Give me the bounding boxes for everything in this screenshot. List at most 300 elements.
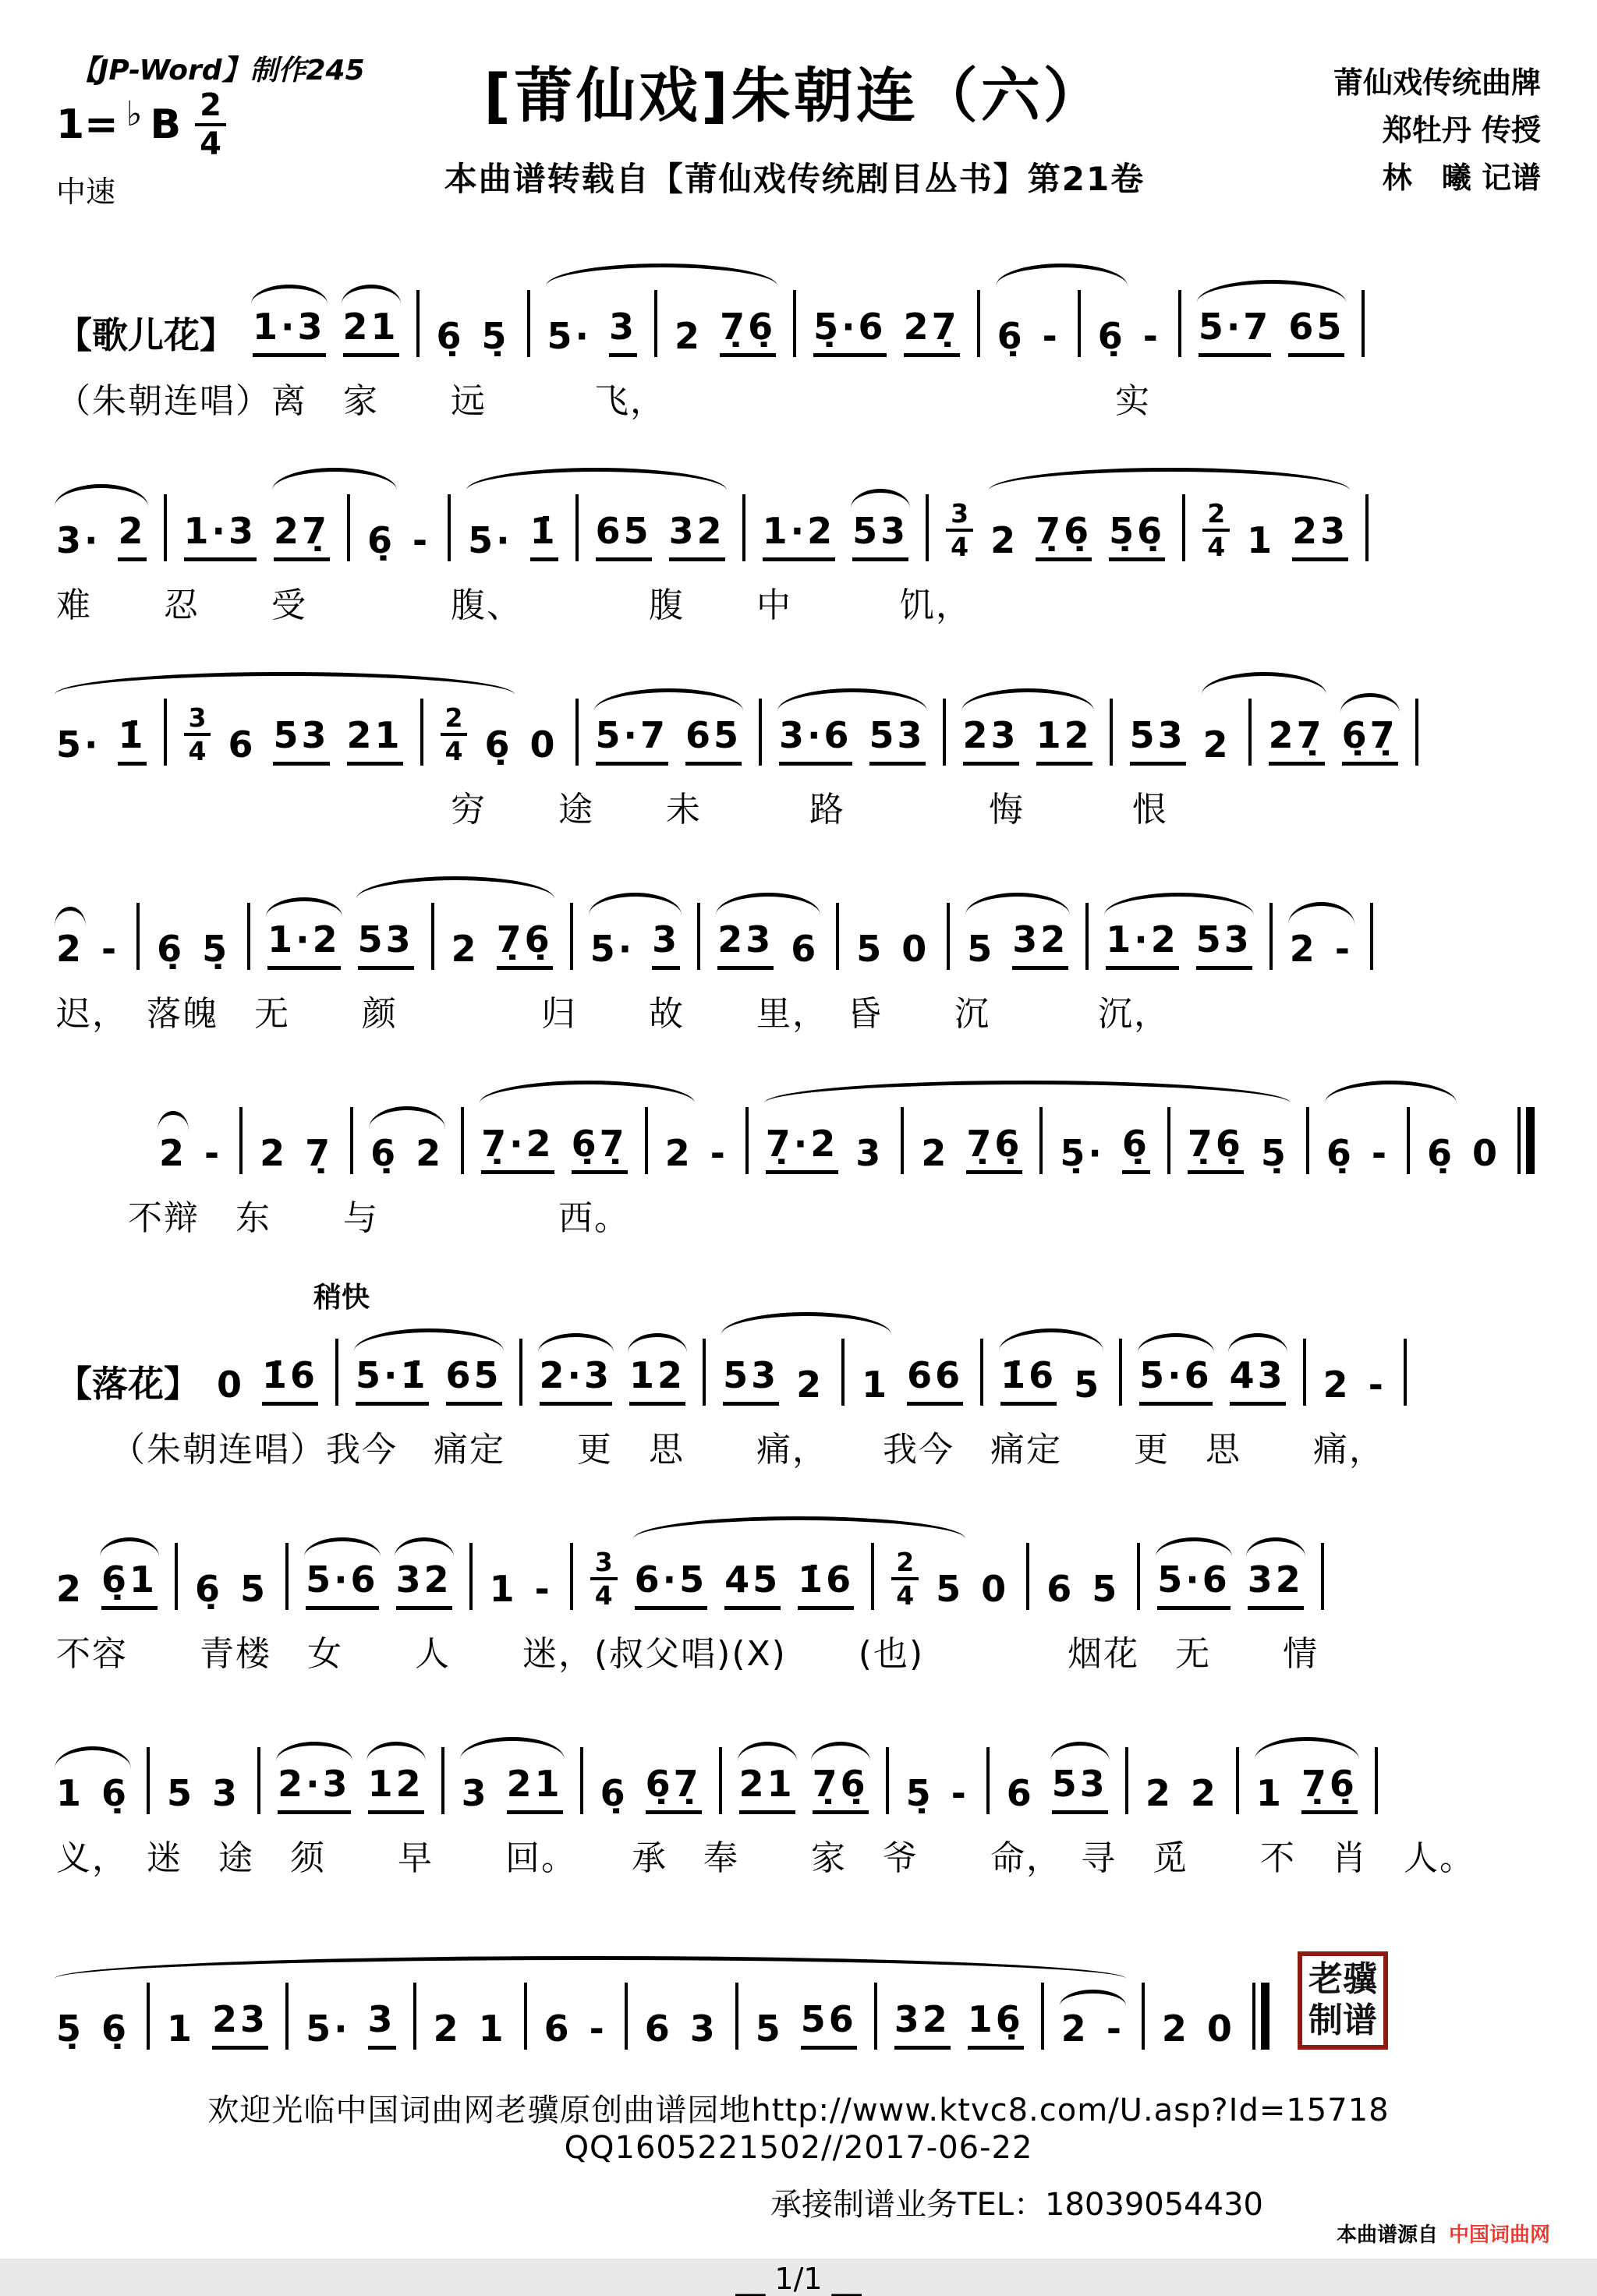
slur-group: [590, 919, 681, 970]
lyrics: 义， 迷 途 须 早 回。 承 奉 家 爷 命， 寻 觅 不 肖 人。: [56, 1838, 1475, 1878]
note: 1·2: [267, 919, 341, 970]
barline: [570, 1543, 573, 1610]
note: 3: [652, 919, 680, 970]
slur-group: [481, 1107, 693, 1174]
note: 1: [489, 1568, 518, 1611]
section-label: 【落花】: [56, 1362, 200, 1405]
note: 6̣: [484, 723, 513, 766]
note: -: [1334, 928, 1353, 971]
note: 7̣6̣: [497, 919, 553, 970]
note: -: [710, 1132, 728, 1175]
note: 53: [869, 715, 926, 766]
note: 5: [167, 1772, 196, 1815]
slur-group: [1326, 1107, 1455, 1174]
note: 6: [791, 928, 820, 971]
note: 6̣: [157, 928, 186, 971]
slur-group: [635, 1543, 965, 1610]
note: 7̣6̣: [966, 1123, 1022, 1174]
note: 2: [118, 511, 146, 561]
lyrics: 不容 青楼 女 人 迷，(叔父唱)(X) (也) 烟花 无 情: [56, 1634, 1319, 1674]
barline: [759, 699, 762, 766]
note: 53: [1196, 919, 1252, 970]
note: 5: [936, 1568, 965, 1611]
note: 32: [396, 1559, 452, 1610]
barline: [943, 699, 946, 766]
maker-credit: 【JP-Word】制作245: [70, 55, 365, 87]
barline: [1370, 903, 1373, 970]
barline: [742, 494, 745, 561]
source-note: [1337, 2219, 1550, 2248]
note: 1: [1247, 519, 1276, 562]
note: 23: [212, 1999, 268, 2050]
barline: [980, 1339, 983, 1406]
slur-group: [990, 494, 1348, 561]
slur-group: [56, 1983, 1124, 2050]
barline: [1517, 1107, 1521, 1174]
slur-group: [1000, 1355, 1102, 1406]
note: 1·2: [1106, 919, 1179, 970]
note: 6̣: [997, 315, 1025, 358]
note: 2: [1202, 723, 1231, 766]
barline: [1407, 1107, 1410, 1174]
barline: [745, 1107, 749, 1174]
note: 7̣6̣: [720, 306, 776, 357]
note: 0: [1206, 2007, 1235, 2050]
barline: [1110, 699, 1113, 766]
note: -: [951, 1772, 969, 1815]
note: 12: [629, 1355, 685, 1406]
barline: [580, 1747, 583, 1814]
note: -: [413, 519, 431, 562]
page-title: [莆仙戏]朱朝连（六）: [483, 61, 1106, 130]
note: 0: [981, 1568, 1010, 1611]
slur-group: [56, 1773, 129, 1814]
note: 23: [963, 715, 1019, 766]
note: 53: [1130, 715, 1186, 766]
slur-group: [997, 290, 1126, 357]
score-footer: [56, 2086, 1541, 2296]
note: 2: [1323, 1364, 1351, 1406]
note: 45: [724, 1559, 781, 1610]
note: 6̣: [101, 1772, 130, 1815]
note: 2·3: [540, 1355, 613, 1406]
slur-group: [1106, 919, 1252, 970]
barline: [1236, 1747, 1239, 1814]
slur-group: [766, 1107, 1289, 1174]
lyrics: 迟， 落魄 无 颜 归 故 里， 昏 沉 沉，: [56, 994, 1170, 1034]
slur-group: [963, 715, 1092, 766]
barline: [285, 1543, 289, 1610]
barline: [1306, 1107, 1309, 1174]
note: 2: [56, 1568, 85, 1611]
barline: [1526, 1107, 1535, 1174]
barline: [335, 1339, 338, 1406]
slur-group: [370, 1133, 444, 1174]
barline: [1269, 903, 1273, 970]
barline: [947, 903, 950, 970]
barline: [147, 1983, 150, 2050]
note: 2: [664, 1132, 693, 1175]
note: -: [1106, 2007, 1124, 2050]
barline: [1252, 1983, 1255, 2050]
note: 6̣: [101, 2007, 130, 2050]
barline: [1261, 1983, 1269, 2050]
slur-group: [274, 494, 395, 561]
slur-group: [56, 511, 147, 561]
note: 3·: [56, 519, 101, 562]
slur-group: [1061, 2008, 1124, 2050]
note: 2: [260, 1132, 289, 1175]
notation-row: [56, 1507, 1541, 1610]
slur-group: [358, 903, 553, 970]
barline: [164, 494, 167, 561]
score-line: [56, 1711, 1541, 1880]
barline: [1137, 1543, 1140, 1610]
note: 27̣: [1269, 715, 1325, 766]
note: 6̣: [1097, 315, 1126, 358]
barline: [926, 494, 929, 561]
note: 5̣6̣: [1109, 511, 1165, 561]
note: 2: [921, 1132, 950, 1175]
note: 7̣·2: [766, 1123, 839, 1174]
note: 3: [689, 2007, 718, 2050]
note: 6̣: [370, 1132, 399, 1175]
page-number: __ 1/1 __: [735, 2261, 862, 2296]
note: 2·3: [278, 1764, 351, 1814]
barline: [735, 1983, 738, 2050]
barline: [1085, 903, 1089, 970]
barline: [986, 1747, 990, 1814]
note: 5̣: [56, 2007, 85, 2050]
barline: [1321, 1543, 1324, 1610]
footer-contact: 承接制谱业务TEL：18039054430: [770, 2186, 1263, 2223]
note: 65: [1288, 306, 1344, 357]
note: 2: [675, 315, 703, 358]
time-signature: $\frac{3}{4}$: [184, 705, 211, 764]
note: 2: [1145, 1772, 1174, 1815]
note: 5̣·6: [813, 306, 887, 357]
note: 32: [1012, 919, 1068, 970]
note: 0: [1472, 1132, 1501, 1175]
note: 6̣: [367, 519, 396, 562]
note: 12: [368, 1764, 424, 1814]
lyrics: （朱朝连唱）离 家 远 飞， 实: [56, 381, 1151, 421]
score-line: [56, 1071, 1541, 1240]
note: -: [101, 928, 120, 971]
note: 43: [1230, 1355, 1286, 1406]
note: 2: [1161, 2007, 1190, 2050]
barline: [1078, 290, 1081, 357]
notation-row: [56, 458, 1541, 561]
note: 6: [544, 2007, 572, 2050]
flat-icon: ♭: [126, 94, 143, 134]
barline: [1375, 1747, 1378, 1814]
score-line: [56, 458, 1541, 627]
note: 5: [240, 1568, 269, 1611]
barline: [239, 1107, 243, 1174]
note: 5·1̇: [356, 1355, 429, 1406]
note: 1·2: [763, 511, 836, 561]
score-line: [56, 1916, 1541, 2050]
note: 27̣: [904, 306, 960, 357]
barline: [871, 1543, 874, 1610]
note: 12: [1036, 715, 1092, 766]
barline: [1178, 290, 1181, 357]
note: 2: [416, 1132, 444, 1175]
barline: [441, 1747, 444, 1814]
slur-group: [1256, 1764, 1358, 1814]
barline: [1404, 1339, 1407, 1406]
note: 5·6: [306, 1559, 379, 1610]
score-line: [56, 867, 1541, 1035]
note: 1·3: [253, 306, 326, 357]
note: 6̣: [195, 1568, 224, 1611]
note: 6̣7̣: [646, 1764, 702, 1814]
key-prefix: 1=: [56, 101, 119, 148]
note: 2: [1289, 928, 1318, 971]
barline: [1362, 290, 1365, 357]
note: 5·: [56, 723, 101, 766]
note: 32: [894, 1999, 951, 2050]
note: 65: [685, 715, 742, 766]
note: 6: [1046, 1568, 1075, 1611]
note: 6̣: [1326, 1132, 1354, 1175]
note: 5̣: [202, 928, 231, 971]
note: 5: [1092, 1568, 1121, 1611]
time-signature: $\frac{2}{4}$: [1202, 501, 1230, 560]
note: -: [534, 1568, 553, 1611]
note: 5·7: [596, 715, 669, 766]
footer-site-link: 欢迎光临中国词曲网老骥原创曲谱园地http://www.ktvc8.com/U.asp?Id=15718 QQ1605221502//2017-06-22: [207, 2092, 1390, 2166]
credit-line: 郑牡丹 传授: [1382, 112, 1541, 147]
note: -: [204, 1132, 223, 1175]
barline: [461, 1107, 464, 1174]
barline: [469, 1543, 473, 1610]
note: 3·6: [779, 715, 852, 766]
note: 56: [801, 1999, 857, 2050]
slur-group: [356, 1355, 502, 1406]
credits-block: [1198, 59, 1541, 201]
note: 6̣7̣: [572, 1123, 628, 1174]
barline: [874, 1983, 877, 2050]
note: 2: [1061, 2007, 1089, 2050]
score-body: [56, 254, 1541, 2086]
slur-group: [468, 494, 725, 561]
slur-group: [779, 715, 926, 766]
barline: [420, 699, 423, 766]
barline: [793, 290, 796, 357]
note: 1̇: [530, 511, 558, 561]
barline: [570, 903, 573, 970]
note: 32: [1248, 1559, 1304, 1610]
barline: [575, 494, 579, 561]
meta-block: [56, 48, 391, 210]
note: 5: [755, 2007, 784, 2050]
time-signature: $\frac{2}{4}$: [195, 90, 226, 160]
note: 1: [862, 1364, 891, 1406]
note: -: [1042, 315, 1061, 358]
note: 0: [901, 928, 930, 971]
note: 6̣: [436, 315, 465, 358]
note: 27̣: [274, 511, 330, 561]
note: 2: [56, 928, 85, 971]
slur-group: [723, 1339, 890, 1406]
score-line: [56, 1275, 1541, 1471]
credit-line: 林 曦 记谱: [1382, 160, 1541, 195]
tempo-mark: 稍快: [313, 1282, 370, 1314]
note: 6: [644, 2007, 673, 2050]
note: 6̣: [1122, 1123, 1150, 1174]
note: 5·: [547, 315, 593, 358]
note: -: [1368, 1364, 1386, 1406]
note: 1̇: [118, 715, 146, 766]
note: 3: [212, 1772, 241, 1815]
note: 6̣: [1426, 1132, 1455, 1175]
barline: [625, 1983, 628, 2050]
note: 5·6: [1157, 1559, 1231, 1610]
barline: [416, 290, 420, 357]
note: 7̣·2: [481, 1123, 554, 1174]
note: -: [589, 2007, 607, 2050]
note: 65: [596, 511, 652, 561]
note: 53: [273, 715, 329, 766]
subtitle: 本曲谱转载自【莆仙戏传统剧目丛书】第21卷: [444, 160, 1146, 198]
note: -: [1371, 1132, 1390, 1175]
note: 7̣6̣: [813, 1764, 869, 1814]
note: 2: [796, 1364, 825, 1406]
barline: [527, 290, 530, 357]
note: 53: [723, 1355, 779, 1406]
note: 53: [852, 511, 908, 561]
notation-row: [56, 867, 1541, 970]
notation-row: [56, 254, 1541, 357]
slur-group: [547, 290, 777, 357]
barline: [645, 1107, 648, 1174]
lyrics: 不辩 东 与 西。: [56, 1198, 630, 1238]
barline: [147, 1747, 150, 1814]
barline: [977, 290, 980, 357]
barline: [575, 699, 579, 766]
note: 5·7: [1199, 306, 1272, 357]
note: -: [1142, 315, 1161, 358]
note: 2: [159, 1132, 188, 1175]
note: 5̣: [905, 1772, 934, 1815]
note: 53: [358, 919, 414, 970]
note: 5: [856, 928, 885, 971]
barline: [1041, 1983, 1044, 2050]
barline: [1415, 699, 1418, 766]
note: 23: [717, 919, 774, 970]
lyrics: 穷 途 未 路 悔 恨: [56, 790, 1168, 830]
note: 3: [368, 1999, 396, 2050]
note: 3: [461, 1772, 490, 1815]
note: 2: [433, 2007, 462, 2050]
note: 16̣: [968, 1999, 1024, 2050]
barline: [350, 1107, 353, 1174]
barline: [886, 1747, 889, 1814]
barline: [719, 1747, 722, 1814]
slur-group: [462, 1764, 563, 1814]
barline: [524, 1983, 527, 2050]
key-note: B: [150, 101, 182, 148]
final-barline: [1517, 1107, 1535, 1174]
note: 5·: [468, 519, 513, 562]
barline: [347, 494, 350, 561]
note: 21: [507, 1764, 563, 1814]
note: 5·: [590, 928, 636, 971]
note: 23: [1292, 511, 1348, 561]
note: 1·3: [184, 511, 257, 561]
barline: [1365, 494, 1369, 561]
lyrics: 难 忍 受 腹、 腹 中 饥，: [56, 585, 972, 625]
barline: [1125, 1747, 1128, 1814]
maker-stamp: 老骥 制谱: [1298, 1951, 1388, 2050]
barline: [697, 903, 700, 970]
note: 7̣6̣: [1036, 511, 1092, 561]
note: 5·: [306, 2007, 351, 2050]
slur-group: [1290, 929, 1353, 970]
barline: [247, 903, 250, 970]
lyrics: （朱朝连唱）我今 痛定 更 思 痛， 我今 痛定 更 思 痛，: [56, 1430, 1385, 1470]
time-signature: $\frac{2}{4}$: [441, 705, 468, 764]
barline: [1167, 1107, 1170, 1174]
barline: [836, 903, 839, 970]
note: 1̇6: [262, 1355, 318, 1406]
note: 65: [446, 1355, 502, 1406]
note: 1̇6: [1000, 1355, 1057, 1406]
note: 7̣6̣: [1301, 1764, 1358, 1814]
barline: [175, 1543, 178, 1610]
score-line: [56, 663, 1541, 831]
note: 1: [167, 2007, 196, 2050]
barline: [1142, 1983, 1145, 2050]
time-signature: $\frac{3}{4}$: [590, 1549, 618, 1608]
note: 3: [855, 1132, 884, 1175]
note: 6·5: [635, 1559, 708, 1610]
credit-line: 莆仙戏传统曲牌: [1333, 65, 1541, 100]
barline: [901, 1107, 904, 1174]
slur-group: [1203, 699, 1325, 766]
barline: [164, 699, 167, 766]
score-line: [56, 1507, 1541, 1675]
barline: [519, 1339, 522, 1406]
barline: [431, 903, 434, 970]
note: 0: [529, 723, 558, 766]
section-label: 【歌儿花】: [56, 313, 235, 356]
note: 6̣7̣: [1342, 715, 1398, 766]
notation-row: [56, 663, 1541, 766]
barline: [1026, 1543, 1029, 1610]
slur-group: [1199, 306, 1345, 357]
note: 21: [739, 1764, 795, 1814]
barline: [257, 1747, 260, 1814]
note: 2: [990, 519, 1019, 562]
note: 3: [609, 306, 637, 357]
note: 5: [967, 928, 996, 971]
notation-row: [56, 1071, 1541, 1174]
note: 5: [1074, 1364, 1103, 1406]
barline: [1039, 1107, 1043, 1174]
note: 2: [1190, 1772, 1219, 1815]
slur-group: [717, 919, 819, 970]
barline: [1248, 699, 1252, 766]
barline: [1182, 494, 1185, 561]
note: 6̣1: [101, 1559, 158, 1610]
note: 21: [343, 306, 399, 357]
note: 1: [56, 1772, 85, 1815]
source-site: 中国词曲网: [1448, 2223, 1550, 2247]
time-signature: $\frac{2}{4}$: [891, 1549, 919, 1608]
